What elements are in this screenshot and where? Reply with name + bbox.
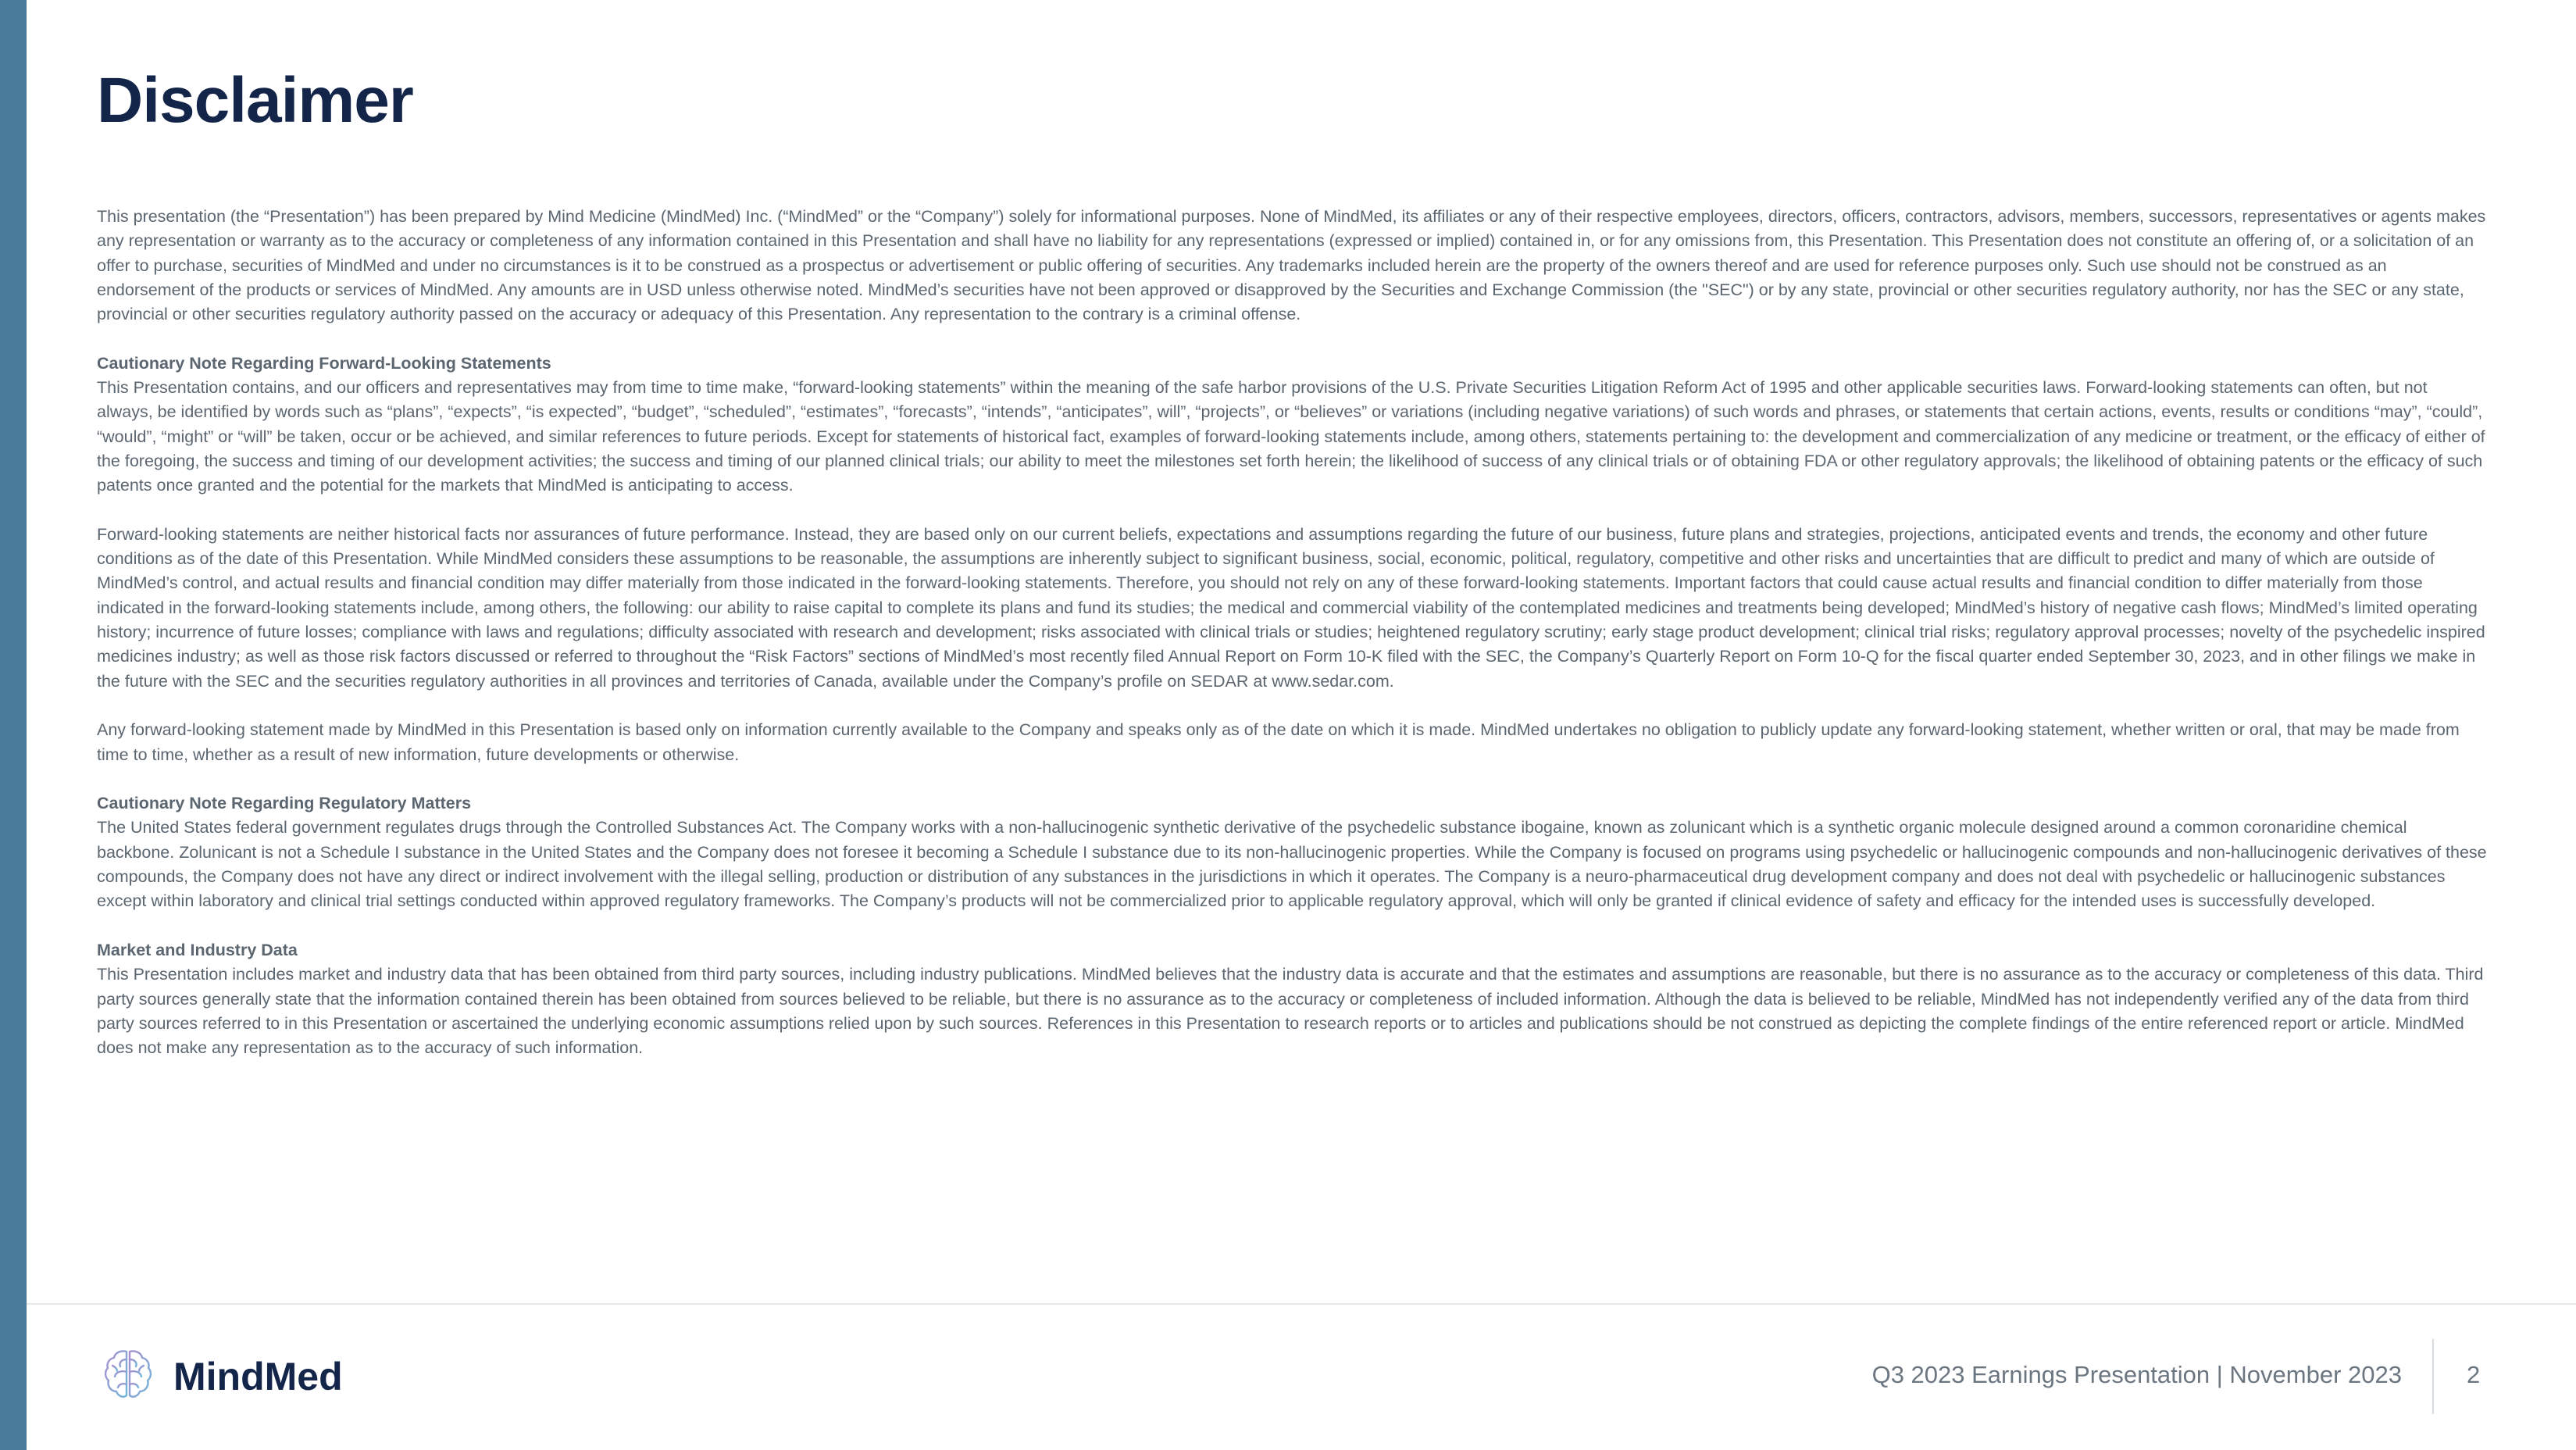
brain-icon bbox=[103, 1347, 153, 1405]
footer-divider-line bbox=[27, 1303, 2576, 1305]
page-number: 2 bbox=[2467, 1361, 2481, 1388]
paragraph-gap bbox=[97, 694, 2487, 718]
forward-looking-heading: Cautionary Note Regarding Forward-Looking Statements bbox=[97, 353, 551, 373]
regulatory-heading: Cautionary Note Regarding Regulatory Matters bbox=[97, 794, 472, 813]
logo-wordmark: MindMed bbox=[173, 1354, 343, 1398]
disclaimer-body bbox=[97, 205, 2487, 1060]
intro-paragraph: This presentation (the “Presentation”) has been prepared by Mind Medicine (MindMed) Inc. (“MindMed” or the “Company”) solely for informational purposes. None of MindMed, its affiliates or any of their respective employees, directors, officers, contractors, advisors, members, successors, representatives or agents makes any representation or warranty as to the accuracy or completeness of any information contained in this Presentation and shall have no liability for any representations (expressed or implied) contained in, or for any omissions from, this Presentation. This Presentation does not constitute an offering of, or a solicitation of an offer to purchase, securities of MindMed and under no circumstances is it to be construed as a prospectus or advertisement or public offering of securities. Any trademarks included herein are the property of the owners thereof and are used for reference purposes only. Such use should not be construed as an endorsement of the products or services of MindMed. Any amounts are in USD unless otherwise noted. MindMed’s securities have not been approved or disapproved by the Securities and Exchange Commission (the "SEC") or by any state, provincial or other securities regulatory authority, nor has the SEC or any state, provincial or other securities regulatory authority passed on the accuracy or adequacy of this Presentation. Any representation to the contrary is a criminal offense. bbox=[97, 207, 2486, 324]
presentation-caption: Q3 2023 Earnings Presentation | November 2023 bbox=[1871, 1361, 2402, 1388]
forward-looking-paragraph-3: Any forward-looking statement made by MindMed in this Presentation is based only on information currently available to the Company and speaks only as of the date on which it is made. MindMed undertakes no obligation to publicly update any forward-looking statement, whether written or oral, that may be made from time to time, whether as a result of new information, future developments or otherwise. bbox=[97, 720, 2460, 764]
paragraph-gap bbox=[97, 767, 2487, 791]
market-data-paragraph: This Presentation includes market and industry data that has been obtained from third party sources, including industry publications. MindMed believes that the industry data is accurate and that the estimates and assumptions are reasonable, but there is no assurance as to the accuracy or completeness of this data. Third party sources generally state that the information contained therein has been obtained from sources believed to be reliable, but there is no assurance as to the accuracy or completeness of included information. Although the data is believed to be reliable, MindMed has not independently verified any of the data from third party sources referred to in this Presentation or ascertained the underlying economic assumptions relied upon by such sources. References in this Presentation to research reports or to articles and publications should be not construed as depicting the complete findings of the entire referenced report or article. MindMed does not make any representation as to the accuracy of such information. bbox=[97, 965, 2484, 1058]
forward-looking-paragraph-1: This Presentation contains, and our officers and representatives may from time to time make, “forward-looking statements” within the meaning of the safe harbor provisions of the U.S. Private Securities Litigation Reform Act of 1995 and other applicable securities laws. Forward-looking statements can often, but not always, be identified by words such as “plans”, “expects”, “is expected”, “budget”, “scheduled”, “estimates”, “forecasts”, “intends”, “anticipates”, will”, “projects”, or “believes” or variations (including negative variations) of such words and phrases, or statements that certain actions, events, results or conditions “may”, “could”, “would”, “might” or “will” be taken, occur or be achieved, and similar references to future periods. Except for statements of historical fact, examples of forward-looking statements include, among others, statements pertaining to: the development and commercialization of any medicine or treatment, or the efficacy of either of the foregoing, the success and timing of our development activities; the success and timing of our planned clinical trials; our ability to meet the milestones set forth herein; the likelihood of success of any clinical trials or of obtaining FDA or other regulatory approvals; the likelihood of obtaining patents or the efficacy of such patents once granted and the potential for the markets that MindMed is anticipating to access. bbox=[97, 378, 2485, 495]
regulatory-paragraph: The United States federal government regulates drugs through the Controlled Substances Act. The Company works with a non-hallucinogenic synthetic derivative of the psychedelic substance ibogaine, known as zolunicant which is a synthetic organic molecule designed around a common coronaridine chemical backbone. Zolunicant is not a Schedule I substance in the United States and the Company does not foresee it becoming a Schedule I substance due to its non-hallucinogenic properties. While the Company is focused on programs using psychedelic or hallucinogenic compounds and non-hallucinogenic derivatives of these compounds, the Company does not have any direct or indirect involvement with the illegal selling, production or distribution of any substances in the jurisdictions in which it operates. The Company is a neuro-pharmaceutical drug development company and does not deal with psychedelic or hallucinogenic substances except within laboratory and clinical trial settings conducted within approved regulatory frameworks. The Company’s products will not be commercialized prior to applicable regulatory approval, which will only be granted if clinical evidence of safety and efficacy for the intended uses is successfully developed. bbox=[97, 818, 2487, 911]
paragraph-gap bbox=[97, 914, 2487, 938]
mindmed-logo bbox=[103, 1347, 343, 1405]
paragraph-gap bbox=[97, 327, 2487, 351]
forward-looking-paragraph-2: Forward-looking statements are neither historical facts nor assurances of future performance. Instead, they are based only on our current beliefs, expectations and assumptions regarding the future of our business, future plans and strategies, projections, anticipated events and trends, the economy and other future conditions as of the date of this Presentation. While MindMed considers these assumptions to be reasonable, the assumptions are inherently subject to significant business, social, economic, political, regulatory, competitive and other risks and uncertainties that are difficult to predict and many of which are outside of MindMed’s control, and actual results and financial condition may differ materially from those indicated in the forward-looking statements. Therefore, you should not rely on any of these forward-looking statements. Important factors that could cause actual results and financial condition to differ materially from those indicated in the forward-looking statements include, among others, the following: our ability to raise capital to complete its plans and fund its studies; the medical and commercial viability of the contemplated medicines and treatments being developed; MindMed’s history of negative cash flows; MindMed’s limited operating history; incurrence of future losses; compliance with laws and regulations; difficulty associated with research and development; risks associated with clinical trials or studies; heightened regulatory scrutiny; early stage product development; clinical trial risks; regulatory approval processes; novelty of the psychedelic inspired medicines industry; as well as those risk factors discussed or referred to throughout the “Risk Factors” sections of MindMed’s most recently filed Annual Report on Form 10-K filed with the SEC, the Company’s Quarterly Report on Form 10-Q for the fiscal quarter ended September 30, 2023, and in other filings we make in the future with the SEC and the securities regulatory authorities in all provinces and territories of Canada, available under the Company’s profile on SEDAR at www.sedar.com. bbox=[97, 524, 2485, 691]
page-title: Disclaimer bbox=[97, 65, 413, 136]
market-data-heading: Market and Industry Data bbox=[97, 940, 298, 959]
paragraph-gap bbox=[97, 498, 2487, 523]
side-accent-bar bbox=[0, 0, 27, 1450]
footer-vertical-divider bbox=[2432, 1339, 2434, 1414]
